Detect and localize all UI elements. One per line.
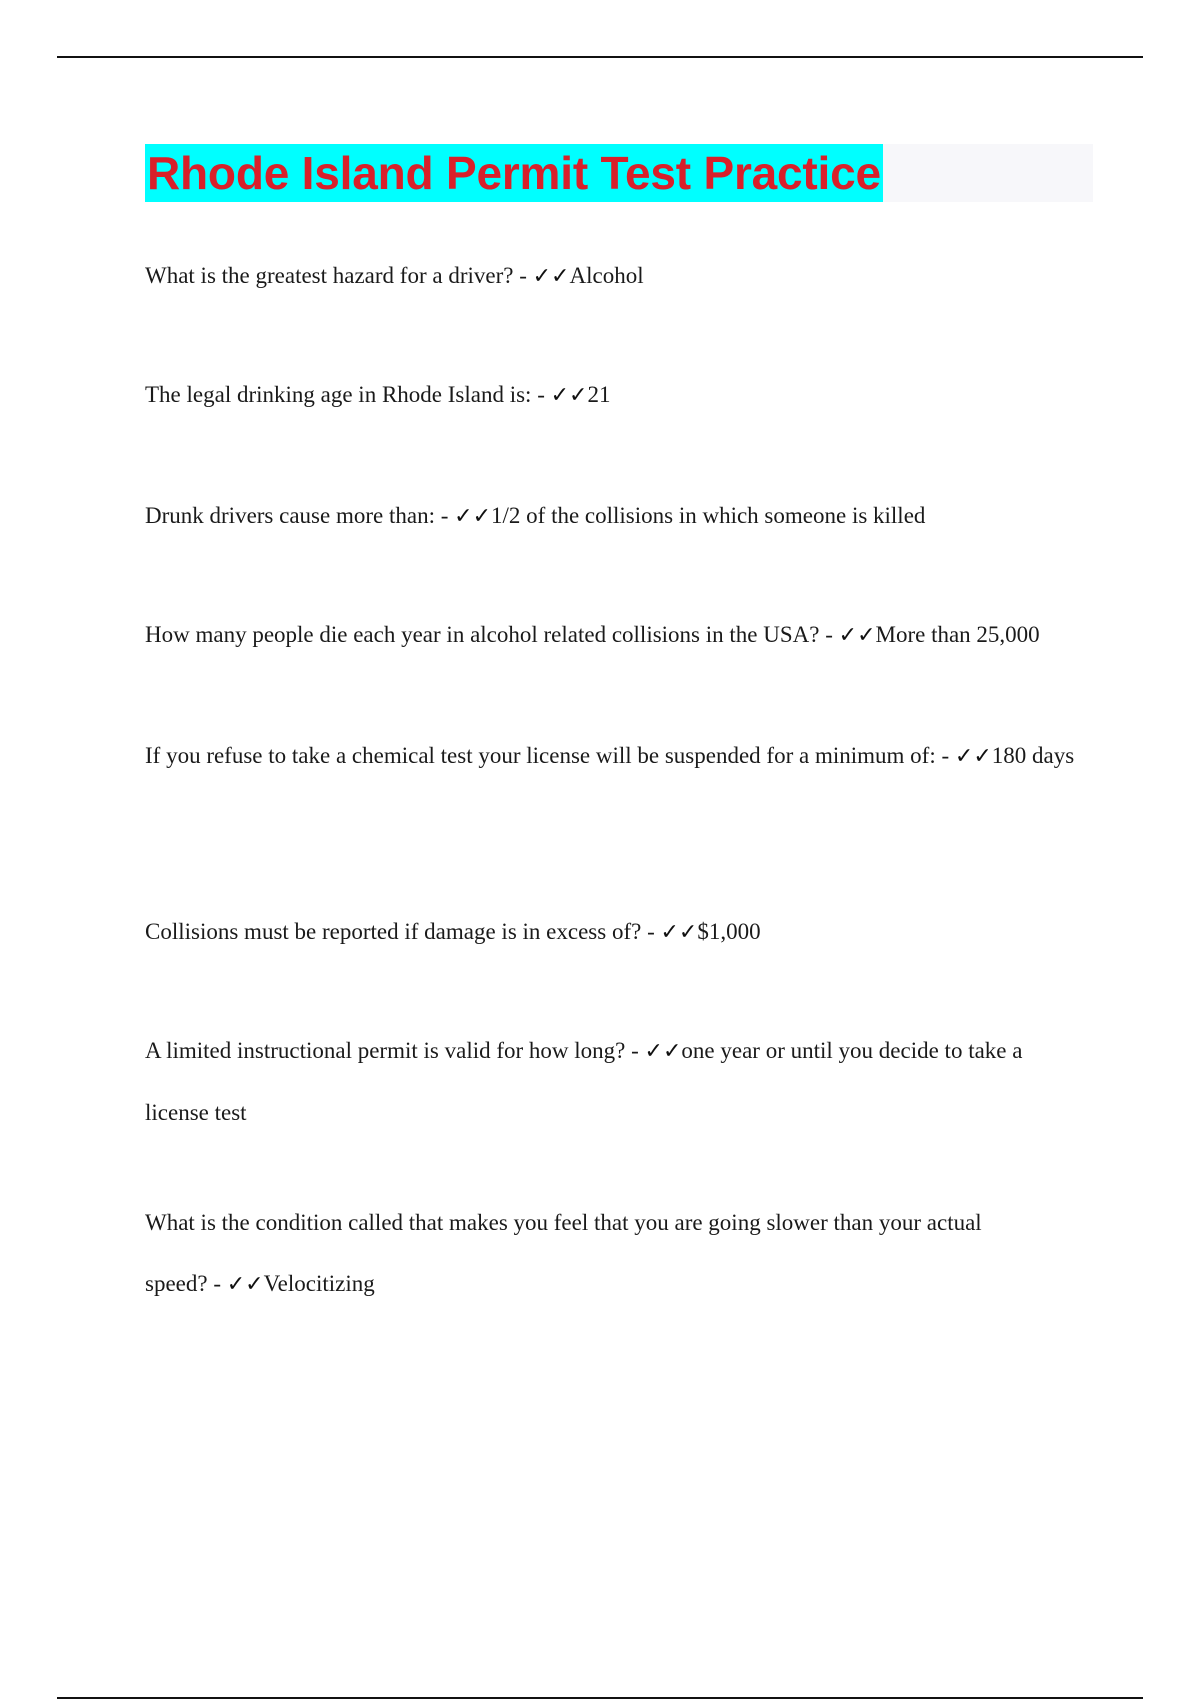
question-text: A limited instructional permit is valid for how long? <box>145 1038 626 1063</box>
answer-text: one year or until you decide to take a license test <box>145 1038 1023 1125</box>
double-check-icon: ✓✓ <box>660 920 698 945</box>
question-text: Collisions must be reported if damage is in excess of? <box>145 919 642 944</box>
separator: - <box>531 382 551 407</box>
question-text: What is the greatest hazard for a driver? <box>145 263 514 288</box>
qa-item <box>145 1192 1045 1315</box>
qa-item <box>145 364 1095 426</box>
question-text: What is the condition called that makes you feel that you are going slower than your actual speed? <box>145 1210 982 1296</box>
question-text: If you refuse to take a chemical test your license will be suspended for a minimum of: <box>145 743 936 768</box>
double-check-icon: ✓✓ <box>838 623 876 648</box>
qa-item <box>145 485 1095 547</box>
double-check-icon: ✓✓ <box>550 383 588 408</box>
separator: - <box>935 743 955 768</box>
separator: - <box>819 622 839 647</box>
question-text: Drunk drivers cause more than: <box>145 503 435 528</box>
separator: - <box>625 1038 645 1063</box>
answer-text: Velocitizing <box>263 1271 375 1296</box>
document-title: Rhode Island Permit Test Practice <box>145 144 883 202</box>
answer-text: 180 days <box>991 743 1075 768</box>
answer-text: 21 <box>587 382 611 407</box>
double-check-icon: ✓✓ <box>226 1272 264 1297</box>
double-check-icon: ✓✓ <box>954 744 992 769</box>
answer-text: More than 25,000 <box>875 622 1040 647</box>
footer-rule <box>57 1697 1143 1699</box>
qa-item <box>145 1020 1085 1143</box>
double-check-icon: ✓✓ <box>454 504 492 529</box>
answer-text: 1/2 of the collisions in which someone is killed <box>491 503 926 528</box>
separator: - <box>513 263 533 288</box>
header-rule <box>57 56 1143 58</box>
separator: - <box>434 503 455 528</box>
double-check-icon: ✓✓ <box>644 1039 682 1064</box>
question-text: The legal drinking age in Rhode Island is: <box>145 382 532 407</box>
qa-item <box>145 901 1095 963</box>
qa-item <box>145 725 1085 787</box>
answer-text: $1,000 <box>697 919 761 944</box>
qa-item <box>145 604 1095 666</box>
question-text: How many people die each year in alcohol related collisions in the USA? <box>145 622 820 647</box>
double-check-icon: ✓✓ <box>532 264 570 289</box>
separator: - <box>207 1271 227 1296</box>
answer-text: Alcohol <box>569 263 644 288</box>
qa-item <box>145 245 1095 307</box>
separator: - <box>641 919 661 944</box>
